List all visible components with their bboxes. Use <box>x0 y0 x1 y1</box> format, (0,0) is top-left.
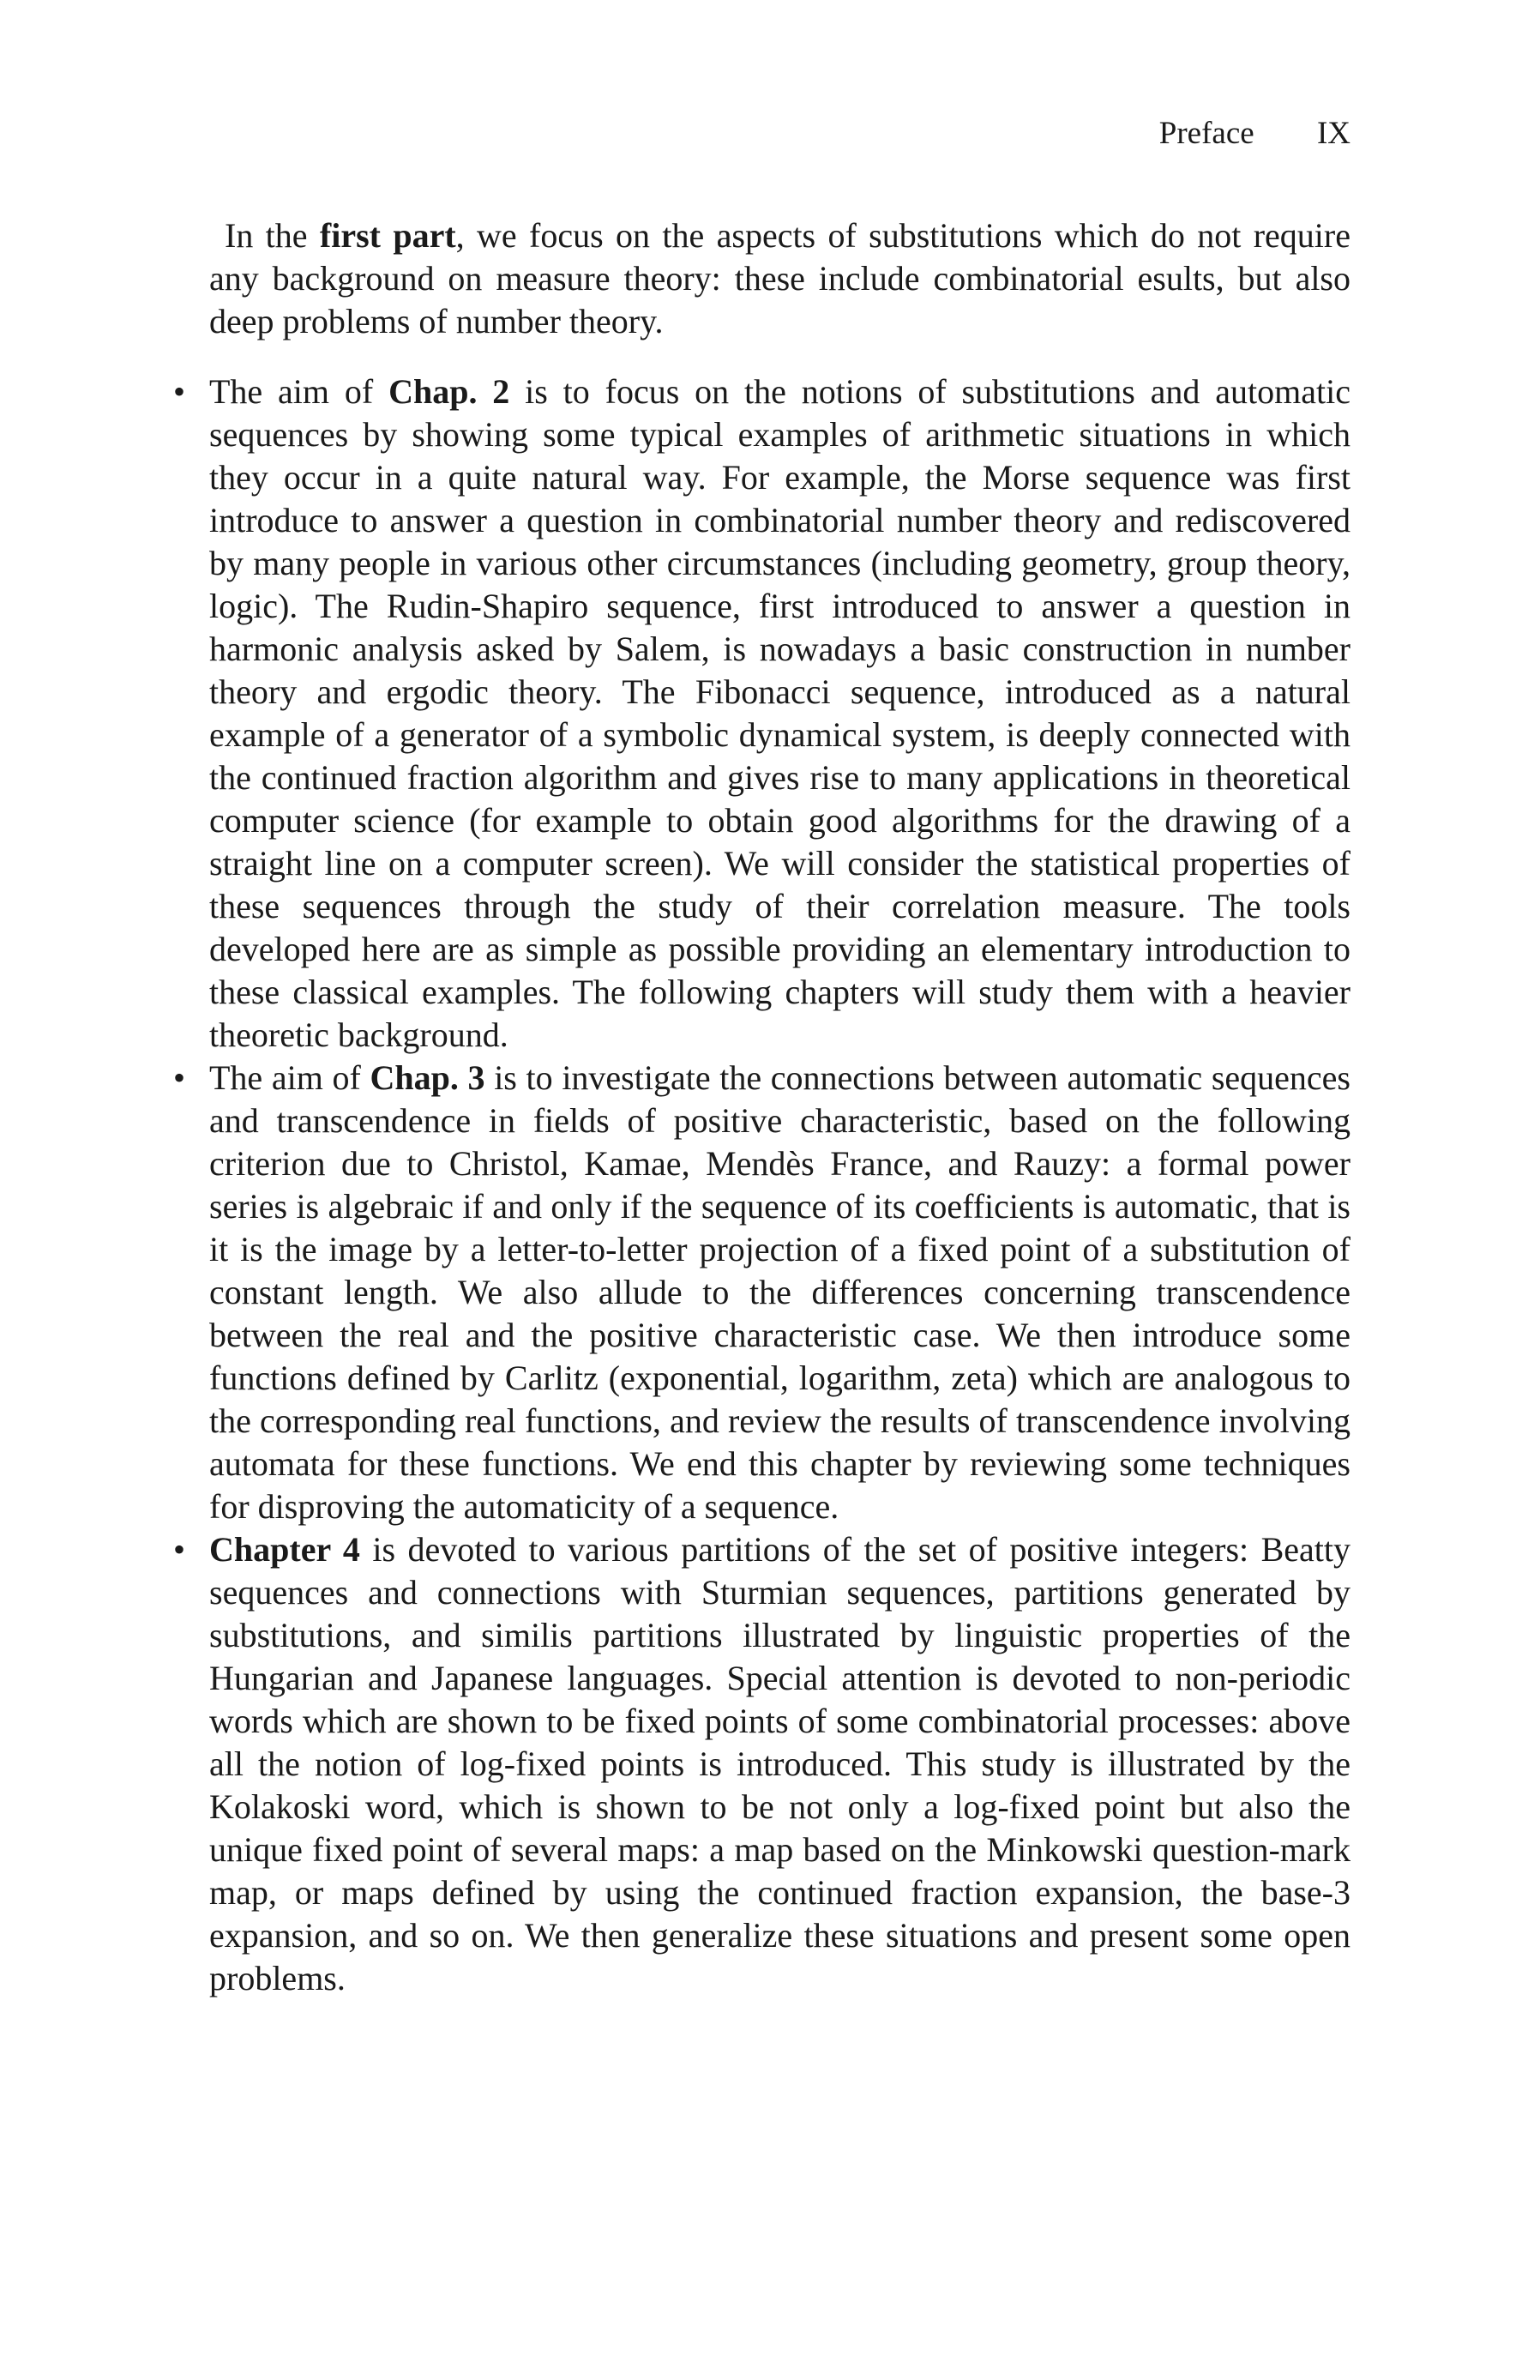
running-head <box>209 113 1351 154</box>
chapter-ref: Chapter 4 <box>209 1530 360 1569</box>
chapter-ref: Chap. 2 <box>388 372 510 411</box>
chapter-item-text: is devoted to various partitions of the set of positive integers: Beatty sequences and connections with Sturmian sequences, partitions generated by substitutions, and similis partitions illustrated by linguistic properties of the Hungarian and Japanese languages. Special attention is devoted to non-periodic words which are shown to be fixed points of some combinatorial processes: above all the notion of log-fixed points is introduced. This study is illustrated by the Kolakoski word, which is shown to be not only a log-fixed point but also the unique fixed point of several maps: a map based on the Minkowski question-mark map, or maps defined by using the continued fraction expansion, the base-3 expansion, and so on. We then generalize these situations and present some open problems. <box>209 1530 1351 1997</box>
chapter-ref: Chap. 3 <box>370 1058 485 1097</box>
intro-bold-term: first part <box>319 216 456 255</box>
page-number: IX <box>1316 116 1351 151</box>
chapter-list-item <box>173 371 1351 1057</box>
chapter-list-item <box>173 1528 1351 2000</box>
chapter-item-prefix: The aim of <box>209 372 389 411</box>
chapter-item-prefix: The aim of <box>209 1058 370 1097</box>
page-body <box>173 214 1351 2000</box>
chapter-item-text: is to investigate the connections between automatic sequences and transcendence in fields of positive characteristic, based on the following criterion due to Christol, Kamae, Mendès France, and Rauzy: a formal power series is algebraic if and only if the sequence of its coefficients is automatic, that is it is the image by a letter-to-letter projection of a fixed point of a substitution of constant length. We also allude to the differences concerning transcendence between the real and the positive characteristic case. We then introduce some functions defined by Carlitz (exponential, logarithm, zeta) which are analogous to the corresponding real functions, and review the results of transcendence involving automata for these functions. We end this chapter by reviewing some techniques for disproving the automaticity of a sequence. <box>209 1058 1351 1526</box>
chapter-list-item <box>173 1057 1351 1528</box>
bullet-icon: • <box>173 1058 186 1097</box>
running-head-title: Preface <box>1158 116 1254 151</box>
chapter-list <box>173 371 1351 2000</box>
intro-paragraph <box>209 214 1351 343</box>
bullet-icon: • <box>173 372 186 411</box>
chapter-item-text: is to focus on the notions of substitutions and automatic sequences by showing some typical examples of arithmetic situations in which they occur in a quite natural way. For example, the Morse sequence was first introduce to answer a question in combinatorial number theory and rediscovered by many people in various other circumstances (including geometry, group theory, logic). The Rudin-Shapiro sequence, first introduced to answer a question in harmonic analysis asked by Salem, is nowadays a basic construction in number theory and ergodic theory. The Fibonacci sequence, introduced as a natural example of a generator of a symbolic dynamical system, is deeply connected with the continued fraction algorithm and gives rise to many applications in theoretical computer science (for example to obtain good algorithms for the drawing of a straight line on a computer screen). We will consider the statistical properties of these sequences through the study of their correlation measure. The tools developed here are as simple as possible providing an elementary introduction to these classical examples. The following chapters will study them with a heavier theoretic background. <box>209 372 1351 1054</box>
intro-text-before: In the <box>225 216 320 255</box>
bullet-icon: • <box>173 1530 186 1569</box>
intro-text-after: , we focus on the aspects of substitutions which do not require any background on measure theory: these include combinatorial esults, but also deep problems of number theory. <box>209 216 1351 340</box>
